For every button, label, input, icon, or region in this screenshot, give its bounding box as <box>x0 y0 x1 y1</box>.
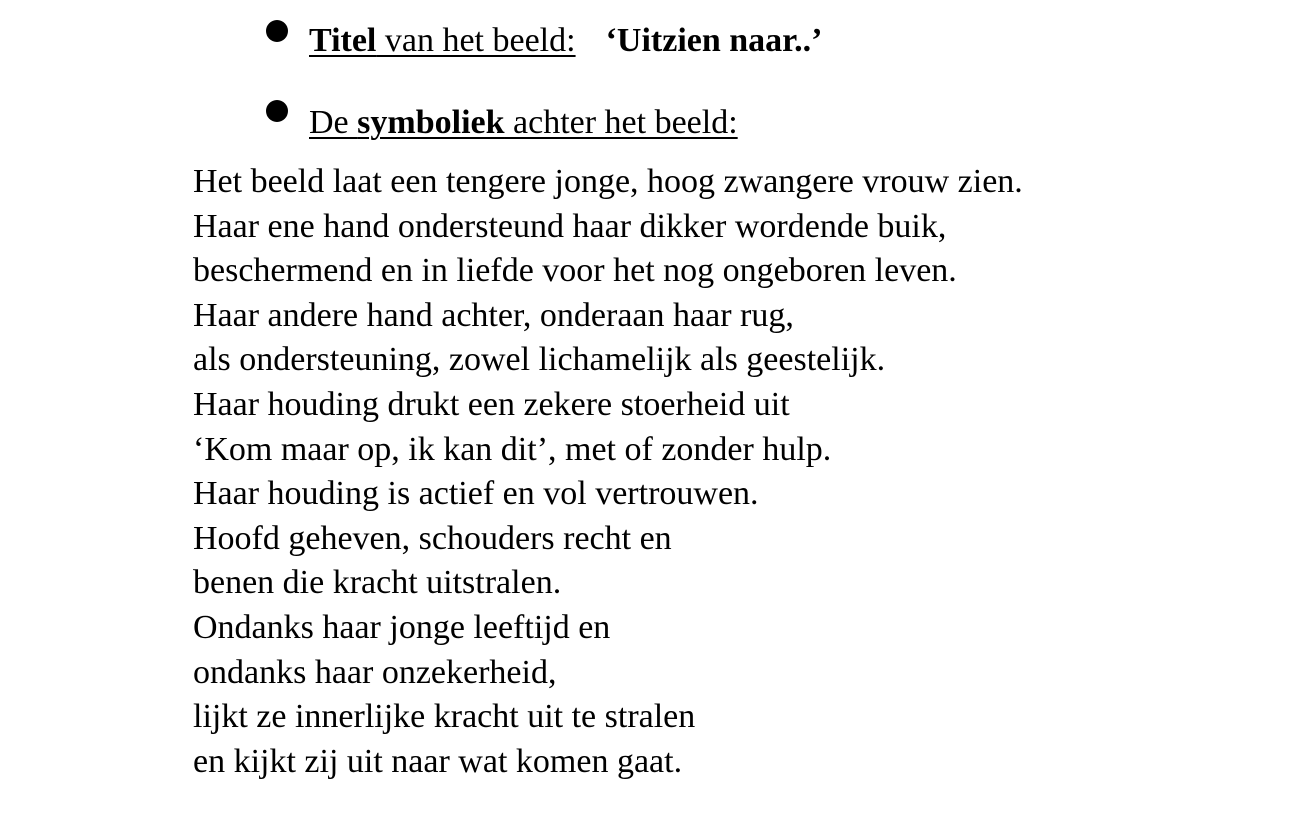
text-line: benen die kracht uitstralen. <box>193 564 562 602</box>
text-line: lijkt ze innerlijke kracht uit te stralen <box>193 698 696 736</box>
text-line: als ondersteuning, zowel lichamelijk als geestelijk. <box>193 341 886 379</box>
sculpture-title: ‘Uitzien naar..’ <box>605 22 823 59</box>
text-line: ondanks haar onzekerheid, <box>193 653 557 691</box>
symbolism-label-rest: achter het beeld: <box>504 104 738 141</box>
text-line: Haar houding is actief en vol vertrouwen. <box>193 475 759 513</box>
symbolism-label <box>309 106 738 140</box>
text-line: Hoofd geheven, schouders recht en <box>193 519 672 557</box>
text-line: en kijkt zij uit naar wat komen gaat. <box>193 742 683 780</box>
text-line: Haar andere hand achter, onderaan haar rug, <box>193 296 794 334</box>
title-label <box>309 24 576 58</box>
title-label-bold: Titel <box>309 22 377 59</box>
symbolism-prefix: De <box>309 104 358 141</box>
text-line: Haar ene hand ondersteund haar dikker wordende buik, <box>193 207 947 245</box>
symbolism-label-bold: symboliek <box>357 104 505 141</box>
symbolism-text <box>193 160 1023 784</box>
text-line: Ondanks haar jonge leeftijd en <box>193 608 611 646</box>
bullet-item-symbolism <box>266 106 738 140</box>
text-line: Haar houding drukt een zekere stoerheid uit <box>193 385 790 423</box>
bullet-item-title <box>266 24 822 58</box>
bullet-dot-icon <box>266 100 288 122</box>
title-label-rest: van het beeld: <box>376 22 576 59</box>
text-line: ‘Kom maar op, ik kan dit’, met of zonder hulp. <box>193 430 832 468</box>
text-line: beschermend en in liefde voor het nog ongeboren leven. <box>193 252 957 290</box>
bullet-dot-icon <box>266 20 288 42</box>
text-line: Het beeld laat een tengere jonge, hoog zwangere vrouw zien. <box>193 163 1023 200</box>
